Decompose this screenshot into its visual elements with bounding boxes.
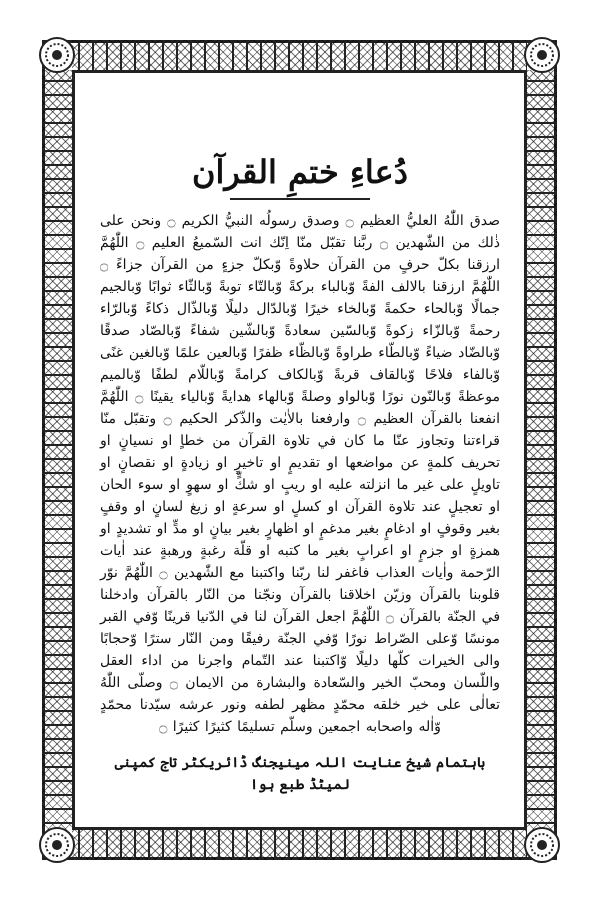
corner-rosette-icon (38, 826, 76, 864)
ornament-band-left (42, 70, 72, 830)
page-title: دُعاءِ ختمِ القرآن (191, 153, 409, 191)
corner-rosette-icon (523, 36, 561, 74)
corner-rosette-icon (38, 36, 76, 74)
prayer-content (100, 150, 500, 738)
ornament-band-top (72, 40, 527, 70)
corner-rosette-icon (523, 826, 561, 864)
prayer-text: صدق اللّٰهُ العليُّ العظيم ۝ وصدق رسولُه النبيُّ الكريم ۝ ونحن على ذٰلك من الشّٰهدين ۝ ربَّنا تقبّل منّا اِنّك انت السّميعُ العليم ۝ اللّٰهُمَّ ارزقنا بكلّ حرفٍ من القرآن حلاوةً وّبكلّ جزءٍ من القرآن جزاءً ۝ اللّٰهُمَّ ارزقنا بالالف الفةً وّبالباء بركةً وّبالتّاء توبةً وّبالثّاء ثوابًا وّبالجيم جمالًا وّبالحاء حكمةً وّبالخاء خيرًا وّبالدّال دليلًا وّبالذّال ذكاءً وّبالرّاء رحمةً وّبالزّاء زكوةً وّبالسّين سعادةً وّبالشّين شفاءً وّبالصّاد صدقًا وّبالضّاد ضياءً وّبالطّاء طراوةً وّبالظّاء ظفرًا وّبالعين علمًا وّبالغين غنًى وّبالفاء فلاحًا وّبالقاف قربةً وّبالكاف كرامةً وّباللّام لطفًا وّبالميم موعظةً وّبالنّون نورًا وّبالواو وصلةً وّبالهاء هدايةً وّبالياء يقينًا ۝ اللّٰهُمَّ انفعنا بالقرآن العظيم ۝ وارفعنا بالاٰيٰت والذّكر الحكيم ۝ وتقبّل منّا قراءتنا وتجاوز عنّا ما كان في تلاوة القرآن من خطاٍ او نسيانٍ او تحريف كلمةٍ عن مواضعها او تقديمٍ او تاخيرٍ او زيادةٍ او نقصانٍ او تاويلٍ على غير ما انزلته عليه او ريبٍ او شكٍّ او سهوٍ او سوء الحان او تعجيلٍ عند تلاوة القرآن او كسلٍ او سرعةٍ او زيغ لسانٍ او وقفٍ بغير وقوفٍ او ادغامٍ بغير مدغمٍ او اظهارٍ بغير بيانٍ او مدٍّ او تشديدٍ او همزةٍ او جزمٍ او اعرابٍ بغير ما كتبه او قلّة رغبةٍ ورهبةٍ عند اٰيات الرّحمة واٰيات العذاب فاغفر لنا ربّنا واكتبنا مع الشّٰهدين ۝ اللّٰهُمَّ نوّر قلوبنا بالقرآن وزيّن اخلاقنا بالقرآن ونجّنا من النّار بالقرآن وادخلنا في الجنّة بالقرآن ۝ اللّٰهُمَّ اجعل القرآن لنا في الدّنيا قرينًا وّفي القبر مونسًا وّعلى الصّراط نورًا وّفي الجنّة رفيقًا ومن النّار سترًا وّحجابًا والى الخيرات كلّها دليلًا وّاكتبنا عند التّمام واجرنا من اداء العقل واللّسان ومحبّ الخير والسّعادة والبشارة من الايمان ۝ وصلّى اللّٰهُ تعالٰى على خير خلقه محمّدٍ مظهر لطفه ونور عرشه سيّدنا محمّدٍ وّاٰله واصحابه اجمعين وسلّم تسليمًا كثيرًا كثيرًا ۝ (100, 213, 501, 735)
title-underline (230, 198, 370, 200)
ornament-band-right (527, 70, 557, 830)
ornament-band-bottom (72, 830, 527, 860)
publisher-note: باہتمام شیخ عنایت اللہ مینیجنگ ڈائریکٹر تاج کمپنی لمیٹڈ طبع ہوا (114, 755, 486, 793)
